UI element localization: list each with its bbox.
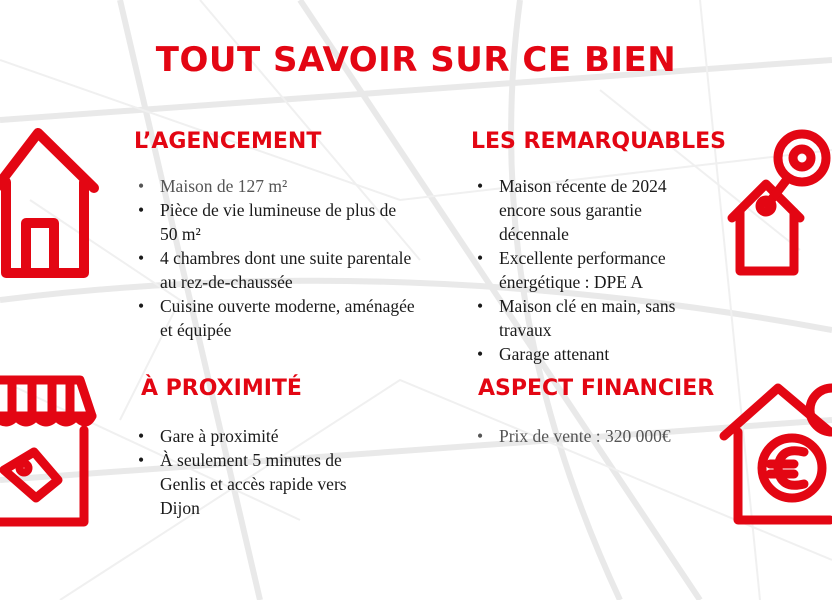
list-item: • Pièce de vie lumineuse de plus de 50 m² (136, 198, 416, 246)
list-item: • Cuisine ouverte moderne, aménagée et équipée (136, 294, 416, 342)
house-icon (0, 118, 104, 288)
heading-agencement: L’AGENCEMENT (134, 129, 322, 154)
list-item: • Gare à proximité (136, 424, 376, 448)
list-agencement (136, 174, 416, 342)
list-item: • Prix de vente : 320 000€ (475, 424, 715, 448)
list-item: • Garage attenant (475, 342, 715, 366)
heading-financier: ASPECT FINANCIER (478, 376, 715, 401)
heading-remarquables: LES REMARQUABLES (471, 129, 726, 154)
list-item: • Excellente performance énergétique : DPE A (475, 246, 715, 294)
list-item: • À seulement 5 minutes de Genlis et accès rapide vers Dijon (136, 448, 376, 520)
list-item: • 4 chambres dont une suite parentale au rez-de-chaussée (136, 246, 416, 294)
house-euro-icon (718, 380, 832, 530)
list-remarquables (475, 174, 715, 366)
list-item: • Maison clé en main, sans travaux (475, 294, 715, 342)
shop-tag-icon (0, 370, 104, 530)
list-item: • Maison récente de 2024 encore sous garantie décennale (475, 174, 715, 246)
list-item: • Maison de 127 m² (136, 174, 416, 198)
list-proximite (136, 424, 376, 520)
house-key-icon (726, 126, 832, 276)
list-financier (475, 424, 715, 448)
page-title: TOUT SAVOIR SUR CE BIEN (155, 40, 677, 80)
heading-proximite: À PROXIMITÉ (141, 376, 302, 401)
